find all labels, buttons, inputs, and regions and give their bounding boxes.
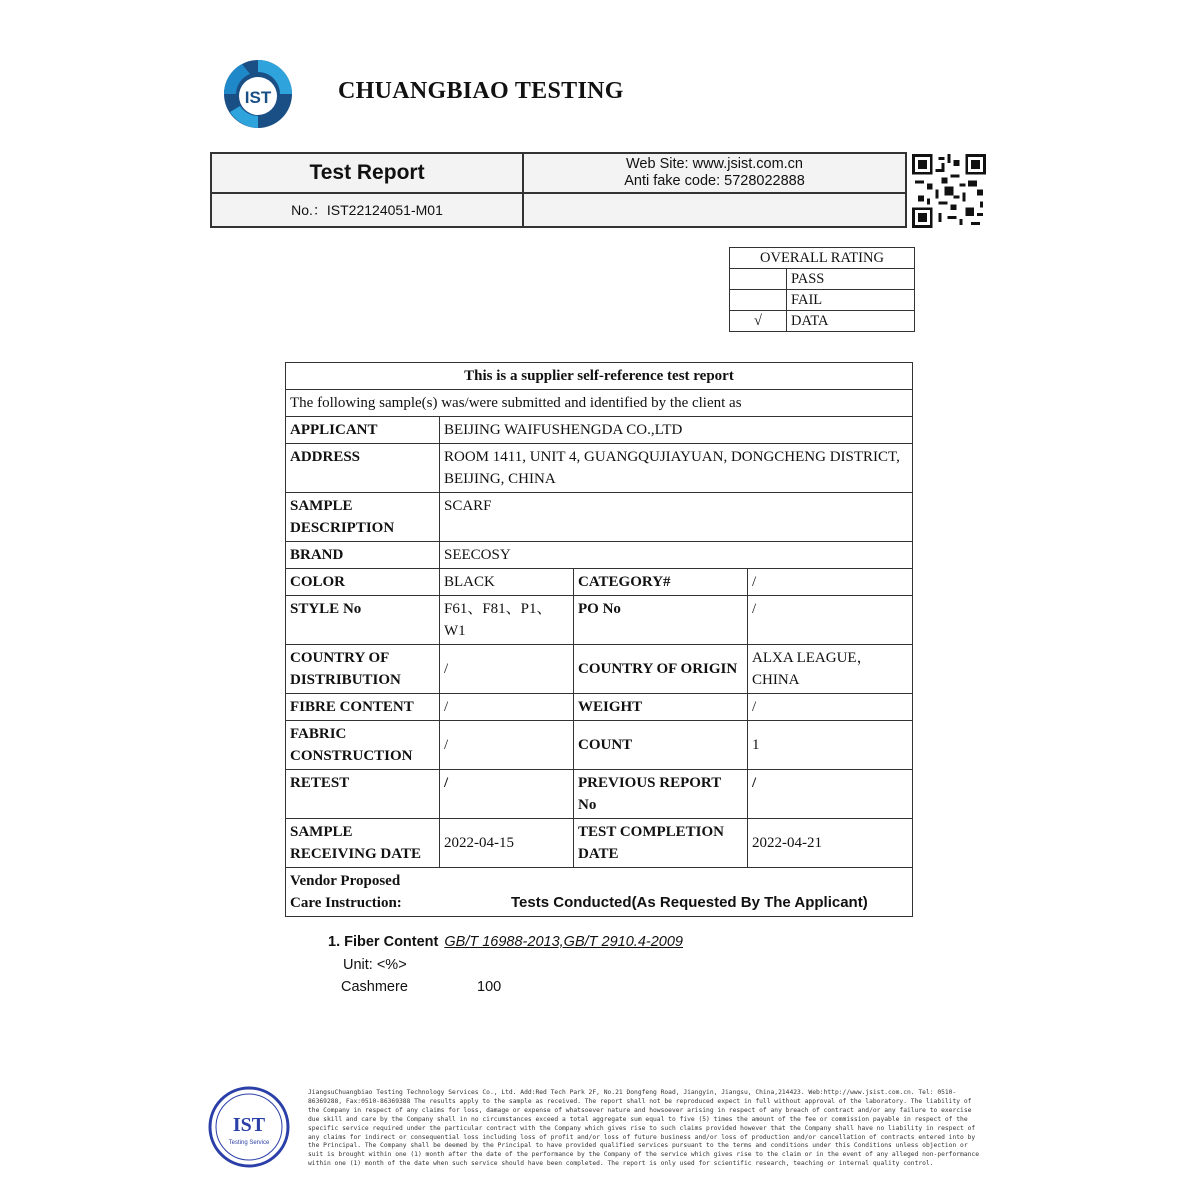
fiber-content-standard: GB/T 16988-2013,GB/T 2910.4-2009 — [444, 934, 683, 950]
color-value: BLACK — [440, 569, 574, 596]
fiber-name: Cashmere — [341, 979, 408, 995]
report-header-table — [210, 152, 907, 228]
retest-value: / — [440, 770, 574, 819]
rating-label-pass: PASS — [787, 269, 915, 290]
po-value: / — [748, 596, 913, 645]
care-instruction-text: Vendor Proposed Care Instruction: — [290, 873, 402, 911]
rating-label-data: DATA — [787, 311, 915, 332]
overall-rating-table — [729, 247, 915, 332]
test-completion-date-value: 2022-04-21 — [748, 819, 913, 868]
fiber-percent: 100 — [477, 979, 502, 995]
rating-check-mark: √ — [730, 311, 787, 332]
rating-mark — [730, 269, 787, 290]
category-value: / — [748, 569, 913, 596]
qr-code — [912, 154, 986, 228]
sample-receiving-date-value: 2022-04-15 — [440, 819, 574, 868]
brand-label: BRAND — [286, 542, 440, 569]
report-web-cell — [523, 153, 906, 193]
previous-report-label: PREVIOUS REPORT No — [574, 770, 748, 819]
count-label: COUNT — [574, 721, 748, 770]
count-value: 1 — [748, 721, 913, 770]
brand-value: SEECOSY — [440, 542, 913, 569]
sample-receiving-date-label: SAMPLE RECEIVING DATE — [286, 819, 440, 868]
country-origin-label: COUNTRY OF ORIGIN — [574, 645, 748, 694]
company-name: CHUANGBIAO TESTING — [338, 78, 624, 104]
company-logo — [222, 58, 294, 130]
rating-title: OVERALL RATING — [730, 248, 915, 269]
address-label: ADDRESS — [286, 444, 440, 493]
sample-info-table — [285, 362, 913, 917]
fibre-content-value: / — [440, 694, 574, 721]
style-value: F61、F81、P1、W1 — [440, 596, 574, 645]
fibre-content-label: FIBRE CONTENT — [286, 694, 440, 721]
country-origin-value: ALXA LEAGUE，CHINA — [748, 645, 913, 694]
sample-description-label: SAMPLE DESCRIPTION — [286, 493, 440, 542]
tests-title: Tests Conducted(As Requested By The Applicant) — [511, 894, 868, 911]
fabric-construction-value: / — [440, 721, 574, 770]
applicant-value: BEIJING WAIFUSHENGDA CO.,LTD — [440, 417, 913, 444]
test-completion-date-label: TEST COMPLETION DATE — [574, 819, 748, 868]
empty-cell — [523, 193, 906, 227]
fiber-content-heading — [328, 934, 683, 950]
style-label: STYLE No — [286, 596, 440, 645]
website-text: Web Site: www.jsist.com.cn — [625, 156, 803, 172]
table-intro: The following sample(s) was/were submitted and identified by the client as — [286, 390, 913, 417]
category-label: CATEGORY# — [574, 569, 748, 596]
anti-fake-code: Anti fake code: 5728022888 — [624, 173, 805, 189]
color-label: COLOR — [286, 569, 440, 596]
applicant-label: APPLICANT — [286, 417, 440, 444]
footer-disclaimer: JiangsuChuangbiao Testing Technology Services Co., Ltd. Add:Red Tech Park 2F, No.21 Dongfeng Road, Jiangyin, Jiangsu, China,214423. Web:http://www.jsist.com.cn. Tel: 0510-86369288, Fax:0510-86369388 The results apply to the sample as received. The report shall not be reproduced expect in full without approval of the laboratory. The liability of the Company in respect of any claims for loss, damage or expense of whatsoever nature and howsoever arising in respect of any breach of contract and/or any failure to exercise due skill and care by the Company shall in no circumstances exceed a total aggregate sum equal to five (5) times the amount of the fee or commission payable in respect of the specific service required under the particular contract with the Company which gives rise to such claims provided however that the Company shall have no liability in respect of any claims for indirect or consequential loss including loss of profit and/or loss of future business and/or loss of production and/or cancellation of contracts entered into by the Principal. The Company shall be deemed by the Principal to have provided qualified services pursuant to the terms and conditions under this Conditions unless objection or suit is brought within one (1) month after the date of the performance by the Company of the service which gives rise to the claim or in the event of any alleged non-performance within one (1) month of the date when such service should have been completed. The report is only used for scientific research, teaching or internal quality control. — [308, 1089, 980, 1168]
table-heading: This is a supplier self-reference test report — [286, 363, 913, 390]
country-distribution-value: / — [440, 645, 574, 694]
fiber-content-title: 1. Fiber Content — [328, 934, 439, 950]
rating-label-fail: FAIL — [787, 290, 915, 311]
unit-label: Unit: <%> — [343, 957, 407, 973]
sample-description-value: SCARF — [440, 493, 913, 542]
weight-value: / — [748, 694, 913, 721]
seal-text: IST — [232, 1114, 266, 1136]
seal-subtext: Testing Service — [228, 1140, 270, 1146]
logo-text: IST — [244, 88, 272, 107]
report-number: No.：IST22124051-M01 — [211, 193, 523, 227]
retest-label: RETEST — [286, 770, 440, 819]
report-title: Test Report — [211, 153, 523, 193]
ist-seal-stamp — [208, 1086, 290, 1168]
country-distribution-label: COUNTRY OF DISTRIBUTION — [286, 645, 440, 694]
rating-mark — [730, 290, 787, 311]
weight-label: WEIGHT — [574, 694, 748, 721]
po-label: PO No — [574, 596, 748, 645]
address-value: ROOM 1411, UNIT 4, GUANGQUJIAYUAN, DONGCHENG DISTRICT, BEIJING, CHINA — [440, 444, 913, 493]
fabric-construction-label: FABRIC CONSTRUCTION — [286, 721, 440, 770]
previous-report-value: / — [748, 770, 913, 819]
